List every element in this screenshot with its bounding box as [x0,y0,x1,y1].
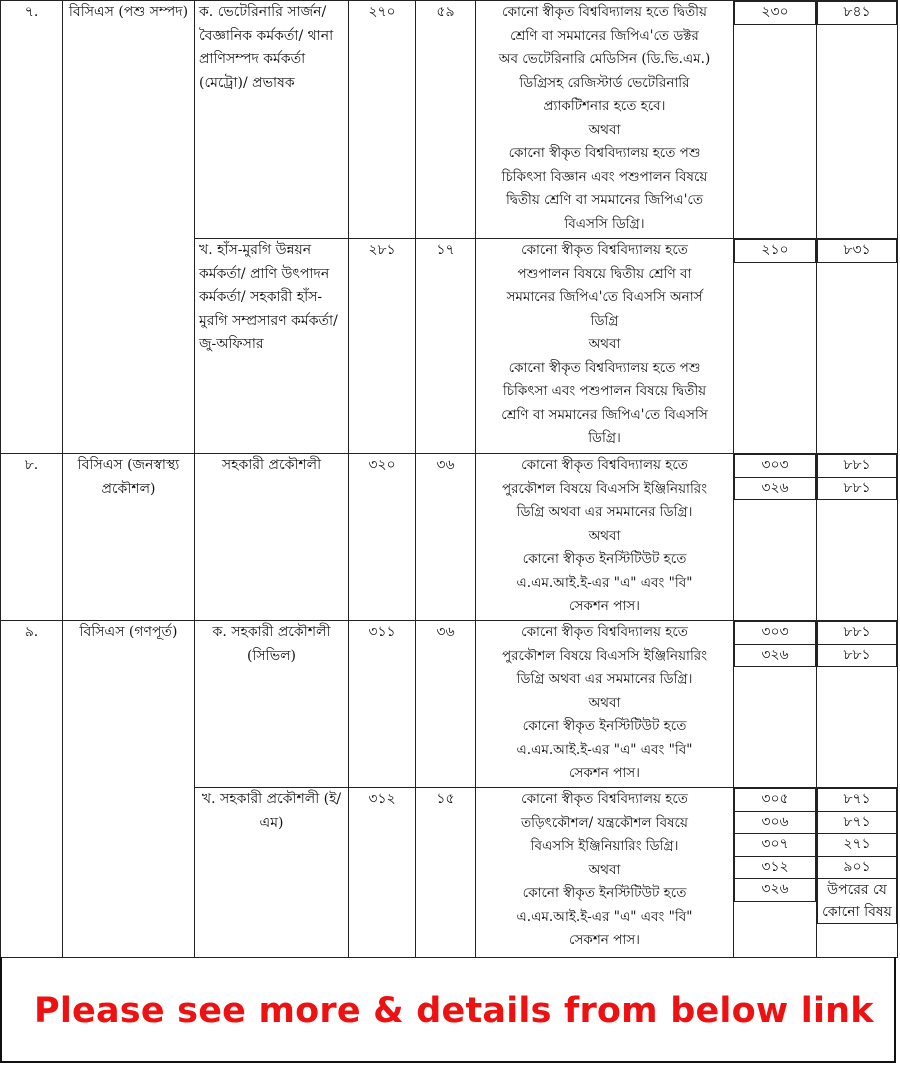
post-name: খ. সহকারী প্রকৌশলী (ই/এম) [195,788,349,958]
subject-code-cell [734,788,817,958]
subject-number: উপরের যে কোনো বিষয় [818,879,897,924]
subject-number-cell [817,788,898,958]
table-row [1,1,898,239]
subject-code: ৩০৩ [735,455,816,478]
qualification-line: এ.এম.আই.ই-এর "এ" এবং "বি" [516,741,693,758]
subject-code: ৩১২ [735,856,816,879]
subject-code-cell [734,239,817,454]
qualification-line: সেকশন পাস। [568,598,640,614]
qualification-line: অথবা [588,527,621,544]
qualification [476,454,734,621]
subject-number: ২৭১ [818,834,897,857]
subject-code: ৩০৬ [735,811,816,834]
table-row [1,621,898,788]
subject-code: ৩২৬ [735,644,816,667]
subject-number-cell [817,1,898,239]
qualification-line: সেকশন পাস। [568,765,640,781]
subject-number: ৮৩১ [818,240,897,263]
qualification-line: এ.এম.আই.ই-এর "এ" এবং "বি" [516,574,693,591]
qualification-line: প্র্যাকটিশনার হতে হবে। [543,98,666,114]
qualification-line: পশুপালন বিষয়ে দ্বিতীয় শ্রেণি বা [517,265,692,282]
qualification-line: সেকশন পাস। [568,932,640,948]
qualification-line: ডিগ্রি অথবা এর সমমানের ডিগ্রি। [516,671,693,687]
qualification [476,621,734,788]
footer-banner [0,957,896,1063]
qualification-line: চিকিৎসা বিজ্ঞান এবং পশুপালন বিষয়ে [501,168,708,185]
subject-code: ৩০৩ [735,622,816,645]
qualification-line: কোনো স্বীকৃত বিশ্ববিদ্যালয় হতে [521,791,688,807]
qualification-line: পুরকৌশল বিষয়ে বিএসসি ইঞ্জিনিয়ারিং [501,480,708,497]
qualification-line: এ.এম.আই.ই-এর "এ" এবং "বি" [516,908,693,925]
qualification-line: সমমানের জিপিএ'তে বিএসসি অনার্স [506,289,703,305]
qualification-line: তড়িৎকৌশল/ যন্ত্রকৌশল বিষয়ে [521,814,688,831]
qualification-line: শ্রেণি বা সমমানের জিপিএ'তে ডক্টর [510,27,699,44]
serial-number: ৭. [1,1,63,454]
post-name: ক. ভেটেরিনারি সার্জন/ বৈজ্ঞানিক কর্মকর্তা/ থানা প্রাণিসম্পদ কর্মকর্তা (মেট্রো)/ প্রভাষক [195,1,349,239]
post-code: ২৭০ [349,1,416,239]
qualification-line: ডিগ্রি [590,312,619,329]
subject-code: ২১০ [735,240,816,263]
qualification-line: ডিগ্রিসহ রেজিস্টার্ড ভেটেরিনারি [519,74,690,91]
post-code: ৩১১ [349,621,416,788]
details-link-notice: Please see more & details from below link [34,991,874,1031]
qualification-line: কোনো স্বীকৃত ইনস্টিটিউট হতে [522,551,687,567]
subject-code: ৩২৬ [735,477,816,500]
qualification-line: কোনো স্বীকৃত ইনস্টিটিউট হতে [522,885,687,901]
qualification-line: দ্বিতীয় শ্রেণি বা সমমানের জিপিএ'তে [505,192,704,208]
cadre-name: বিসিএস (পশু সম্পদ) [63,1,195,454]
subject-code: ৩২৬ [735,879,816,902]
subject-number: ৮৮১ [818,644,897,667]
subject-number: ৮৮১ [818,622,897,645]
qualification-line: কোনো স্বীকৃত বিশ্ববিদ্যালয় হতে [521,457,688,473]
post-code: ৩২০ [349,454,416,621]
vacancy-count: ১৫ [416,788,476,958]
cadre-name: বিসিএস (গণপূর্ত) [63,621,195,958]
subject-number: ৮৪১ [818,2,897,25]
subject-code-cell [734,1,817,239]
subject-number: ৮৮১ [818,455,897,478]
serial-number: ৯. [1,621,63,958]
subject-number: ৮৭১ [818,789,897,812]
subject-number-cell [817,454,898,621]
qualification-line: কোনো স্বীকৃত বিশ্ববিদ্যালয় হতে [521,624,688,640]
subject-code: ৩০৭ [735,834,816,857]
post-code: ২৮১ [349,239,416,454]
post-name: খ. হাঁস-মুরগি উন্নয়ন কর্মকর্তা/ প্রাণি উৎপাদন কর্মকর্তা/ সহকারী হাঁস-মুরগি সম্প্রসারণ কর্মকর্তা/ জু-অফিসার [195,239,349,454]
subject-number: ৯০১ [818,856,897,879]
vacancy-count: ৩৬ [416,621,476,788]
subject-number-cell [817,621,898,788]
qualification-line: অথবা [588,336,621,352]
subject-code: ৩০৫ [735,789,816,812]
post-code: ৩১২ [349,788,416,958]
post-name: ক. সহকারী প্রকৌশলী (সিভিল) [195,621,349,788]
serial-number: ৮. [1,454,63,621]
qualification-line: চিকিৎসা এবং পশুপালন বিষয়ে দ্বিতীয় [502,383,707,399]
qualification-line: ডিগ্রি অথবা এর সমমানের ডিগ্রি। [516,504,693,520]
qualification-line: ডিগ্রি। [588,430,621,446]
qualification-line: অব ভেটেরিনারি মেডিসিন (ডি.ভি.এম.) [498,51,711,67]
qualification-line: শ্রেণি বা সমমানের জিপিএ'তে বিএসসি [501,406,708,423]
vacancy-count: ১৭ [416,239,476,454]
qualification-line: কোনো স্বীকৃত ইনস্টিটিউট হতে [522,718,687,734]
vacancy-count: ৩৬ [416,454,476,621]
subject-number-cell [817,239,898,454]
subject-number: ৮৮১ [818,477,897,500]
qualification-line: কোনো স্বীকৃত বিশ্ববিদ্যালয় হতে পশু [508,359,701,376]
post-name: সহকারী প্রকৌশলী [195,454,349,621]
qualification [476,1,734,239]
subject-code-cell [734,454,817,621]
vacancy-count: ৫৯ [416,1,476,239]
qualification-line: কোনো স্বীকৃত বিশ্ববিদ্যালয় হতে [521,242,688,258]
qualification-line: অথবা [588,121,621,138]
qualification-line: বিএসসি ইঞ্জিনিয়ারিং ডিগ্রি। [530,838,679,854]
table-row [1,454,898,621]
qualification [476,788,734,958]
qualification-line: কোনো স্বীকৃত বিশ্ববিদ্যালয় হতে দ্বিতীয় [502,4,707,20]
subject-number: ৮৭১ [818,811,897,834]
subject-code-cell [734,621,817,788]
qualification-line: কোনো স্বীকৃত বিশ্ববিদ্যালয় হতে পশু [508,145,701,161]
qualification-line: অথবা [588,861,621,878]
qualification [476,239,734,454]
qualification-line: পুরকৌশল বিষয়ে বিএসসি ইঞ্জিনিয়ারিং [501,647,708,664]
subject-code: ২৩০ [735,2,816,25]
cadre-name: বিসিএস (জনস্বাস্থ্য প্রকৌশল) [63,454,195,621]
qualification-line: বিএসসি ডিগ্রি। [564,215,645,232]
qualification-line: অথবা [588,694,621,711]
